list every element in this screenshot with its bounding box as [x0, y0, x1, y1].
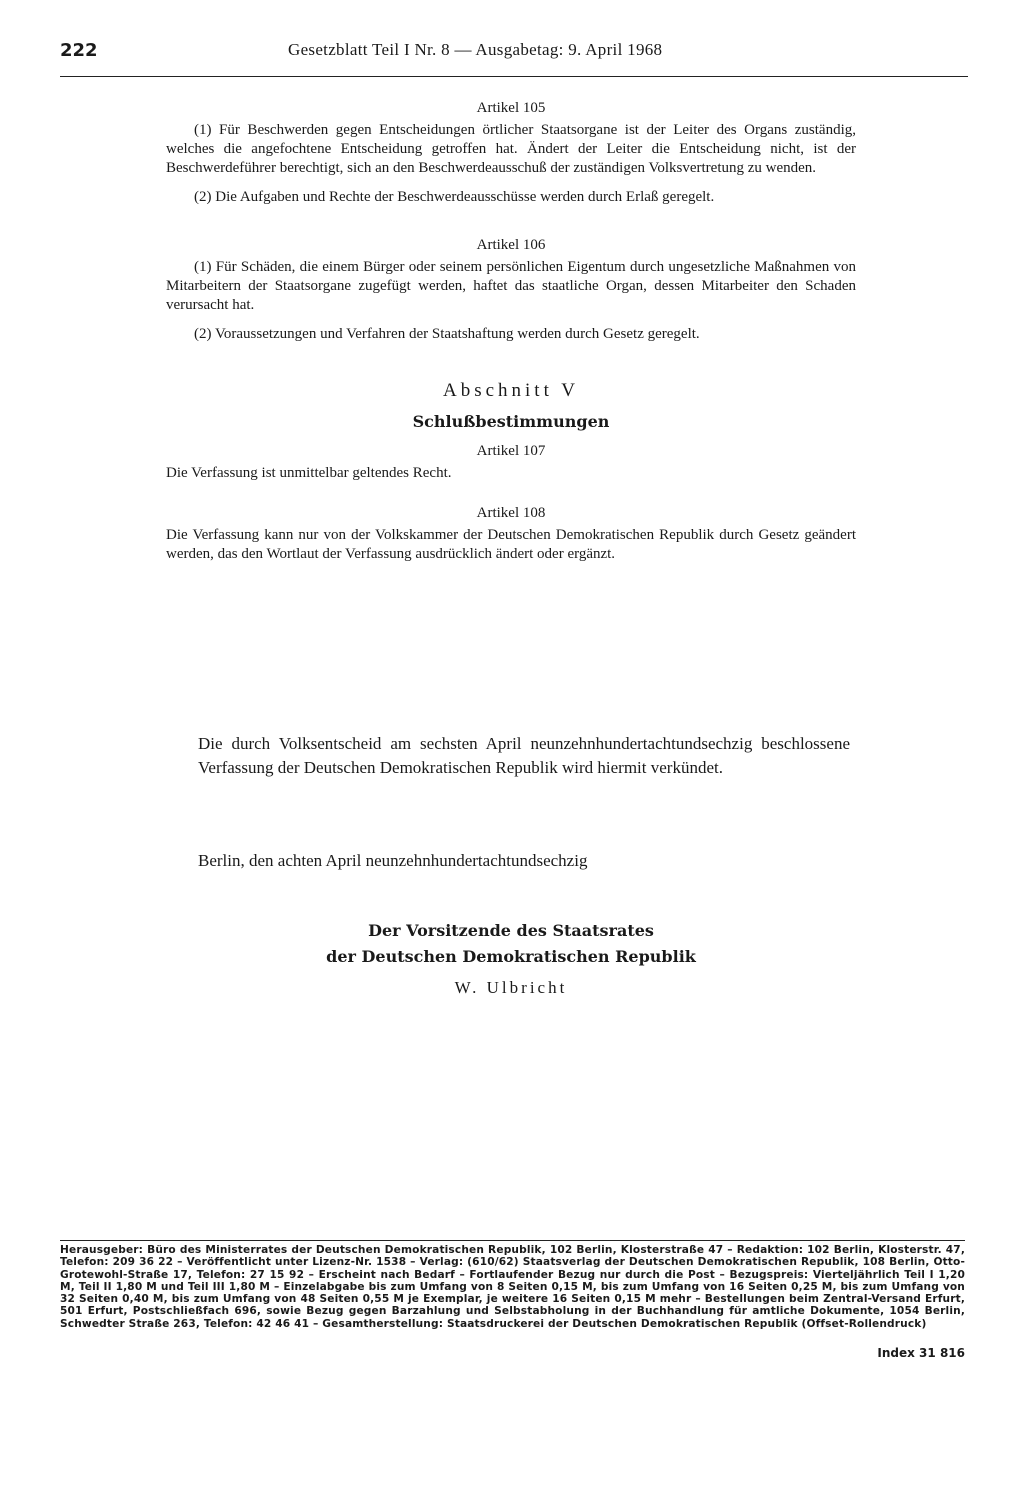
- paragraph: (2) Die Aufgaben und Rechte der Beschwerdeausschüsse werden durch Erlaß geregelt.: [194, 189, 715, 205]
- article-heading: Artikel 105: [476, 100, 546, 116]
- section-v: [166, 380, 856, 431]
- paragraph: Die Verfassung ist unmittelbar geltendes Recht.: [166, 465, 452, 481]
- paragraph: (2) Voraussetzungen und Verfahren der Staatshaftung werden durch Gesetz geregelt.: [194, 326, 700, 342]
- proclamation: Die durch Volksentscheid am sechsten April neunzehnhundertachtundsechzig beschlossene Verfassung der Deutschen Demokratischen Republik wird hiermit verkündet.: [198, 734, 850, 777]
- paragraph: (1) Für Schäden, die einem Bürger oder seinem persönlichen Eigentum durch ungesetzliche Maßnahmen von Mitarbeitern der Staatsorgane zugefügt werden, haftet das staatliche Organ, dessen Mitarbeiter den Schaden verursacht hat.: [166, 259, 856, 313]
- header-rule: [60, 76, 968, 77]
- signatory-name: W. Ulbricht: [454, 978, 568, 997]
- article-108: [166, 505, 856, 564]
- section-label: Abschnitt V: [442, 380, 579, 401]
- section-title: Schlußbestimmungen: [412, 412, 610, 431]
- article-107: [166, 443, 856, 483]
- signatory-title: Der Vorsitzende des Staatsrates: [368, 921, 654, 940]
- signatory-state: der Deutschen Demokratischen Republik: [326, 947, 696, 966]
- main-content: [166, 100, 856, 564]
- article-heading: Artikel 107: [476, 443, 546, 459]
- page-header: [60, 40, 968, 74]
- publisher-imprint: Herausgeber: Büro des Ministerrates der Deutschen Demokratischen Republik, 102 Berlin, Klosterstraße 47 – Redaktion: 102 Berlin, Klosterstr. 47, Telefon: 209 36 22 – Veröffentlicht unter Lizenz-Nr. 1538 – Verlag: (610/62) Staatsverlag der Deutschen Demokratischen Republik, 108 Berlin, Otto-Grotewohl-Straße 17, Telefon: 27 15 92 – Erscheint nach Bedarf – Fortlaufender Bezug nur durch die Post – Bezugspreis: Vierteljährlich Teil I 1,20 M, Teil II 1,80 M und Teil III 1,80 M – Einzelabgabe bis zum Umfang von 8 Seiten 0,15 M, bis zum Umfang von 16 Seiten 0,25 M, bis zum Umfang von 32 Seiten 0,40 M, bis zum Umfang von 48 Seiten 0,55 M je Exemplar, je weitere 16 Seiten 0,15 M mehr – Bestellungen beim Zentral-Versand Erfurt, 501 Erfurt, Postschließfach 696, sowie Bezug gegen Barzahlung und Selbstabholung in der Buchhandlung für amtliche Dokumente, 1054 Berlin, Schwedter Straße 263, Telefon: 42 46 41 – Gesamtherstellung: Staatsdruckerei der Deutschen Demokratischen Republik (Offset-Rollendruck): [60, 1244, 965, 1330]
- footer-rule: [60, 1240, 965, 1241]
- article-heading: Artikel 108: [476, 505, 546, 521]
- place-date: Berlin, den achten April neunzehnhundertachtundsechzig: [198, 851, 588, 870]
- index-number: Index 31 816: [877, 1346, 965, 1360]
- page-number: 222: [60, 40, 98, 61]
- signature-block: [166, 918, 856, 1006]
- article-105: [166, 100, 856, 207]
- article-heading: Artikel 106: [476, 237, 546, 253]
- paragraph: Die Verfassung kann nur von der Volkskammer der Deutschen Demokratischen Republik durch Gesetz geändert werden, das den Wortlaut der Verfassung ausdrücklich ändert oder ergänzt.: [166, 527, 856, 562]
- article-106: [166, 237, 856, 344]
- running-title: Gesetzblatt Teil I Nr. 8 — Ausgabetag: 9. April 1968: [288, 40, 663, 59]
- paragraph: (1) Für Beschwerden gegen Entscheidungen örtlicher Staatsorgane ist der Leiter des Organs zuständig, welches die angefochtene Entscheidung getroffen hat. Ändert der Leiter die Entscheidung nicht, ist der Beschwerdeführer berechtigt, sich an den Beschwerdeausschuß der zuständigen Volksvertretung zu wenden.: [166, 122, 856, 176]
